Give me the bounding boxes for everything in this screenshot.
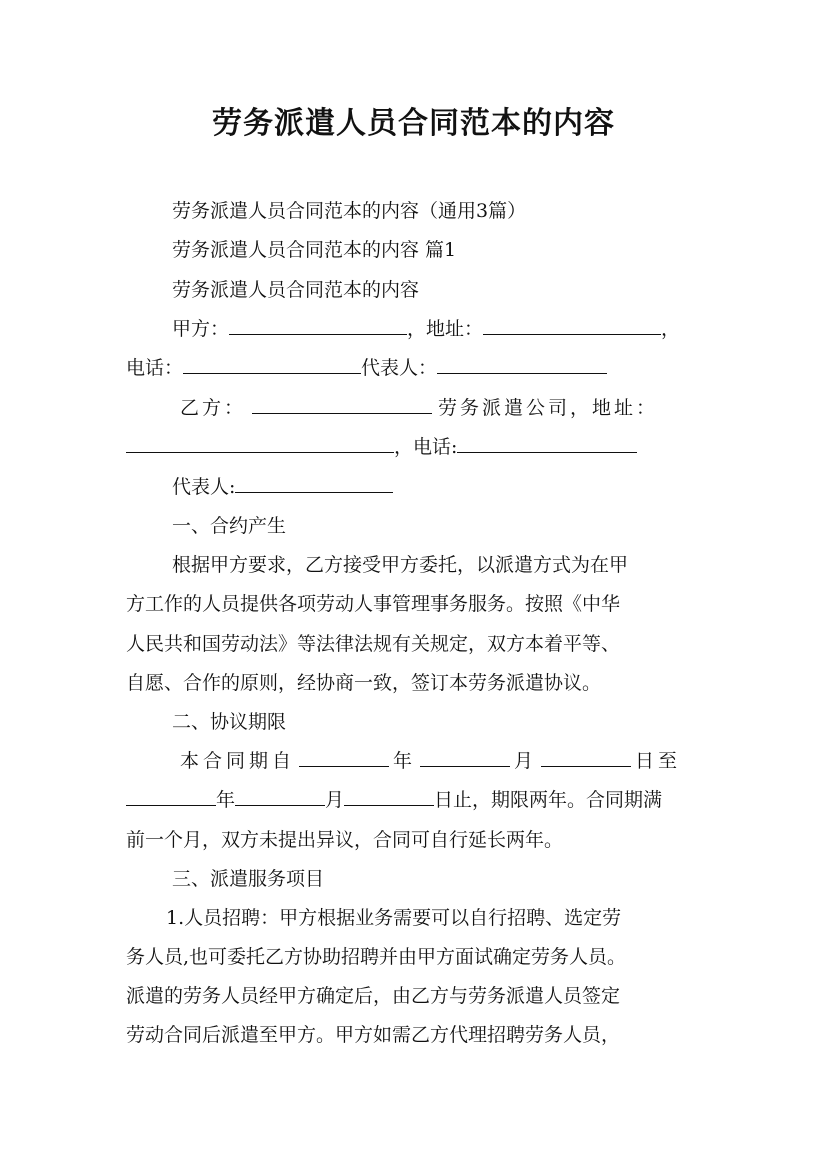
blank-field [457, 434, 637, 453]
document-title: 劳务派遣人员合同范本的内容 [212, 106, 615, 141]
term-end-line [126, 787, 716, 813]
party-b-rep-line [126, 474, 762, 500]
section-heading-1: 劳务派遣人员合同范本的内容 篇1 [172, 239, 457, 261]
paragraph-line: 根据甲方要求，乙方接受甲方委托，以派遣方式为在甲 [172, 554, 629, 576]
party-b-company-label: 劳务派遣公司，地址： [438, 397, 659, 419]
blank-field [344, 787, 434, 806]
party-b-line [180, 395, 690, 421]
blank-field [437, 355, 607, 374]
party-b-phone-line [126, 434, 716, 460]
contract-heading: 劳务派遣人员合同范本的内容 [172, 279, 420, 301]
term-end-text: 日止，期限两年。合同期满 [434, 789, 663, 811]
blank-field [229, 316, 407, 335]
phone-rep-line [126, 355, 716, 381]
blank-field [252, 395, 432, 414]
phone-label: ，电话: [394, 436, 458, 458]
blank-field [126, 434, 394, 453]
blank-field [541, 748, 631, 767]
blank-field [183, 355, 361, 374]
blank-field [126, 787, 216, 806]
section-heading: 一、合约产生 [172, 515, 287, 537]
representative-label: 代表人: [172, 476, 236, 498]
paragraph-line: 方工作的人员提供各项劳动人事管理事务服务。按照《中华 [126, 593, 621, 615]
blank-field [420, 748, 510, 767]
paragraph-line: 自愿、合作的原则，经协商一致，签订本劳务派遣协议。 [126, 672, 602, 694]
subtitle-line: 劳务派遣人员合同范本的内容（通用3篇） [172, 200, 527, 222]
party-a-label: 甲方： [172, 318, 230, 340]
paragraph-line: 1.人员招聘：甲方根据业务需要可以自行招聘、选定劳 [166, 907, 622, 929]
address-label: ，地址： [407, 318, 484, 340]
paragraph-line: 派遣的劳务人员经甲方确定后，由乙方与劳务派遣人员签定 [126, 985, 621, 1007]
paragraph-line: 人民共和国劳动法》等法律法规有关规定，双方本着平等、 [126, 633, 621, 655]
section-heading: 二、协议期限 [172, 711, 287, 733]
phone-label: 电话： [126, 357, 184, 379]
term-start-label: 本合同期自 [180, 750, 296, 772]
paragraph-line: 务人员,也可委托乙方协助招聘并由甲方面试确定劳务人员。 [126, 946, 627, 968]
party-b-label: 乙方： [180, 397, 247, 419]
year-label: 年 [216, 789, 236, 811]
blank-field [299, 748, 389, 767]
term-line [180, 748, 700, 774]
paragraph-line: 前一个月，双方未提出异议，合同可自行延长两年。 [126, 829, 564, 851]
blank-field [483, 316, 661, 335]
year-label: 年 [393, 750, 417, 772]
section-heading: 三、派遣服务项目 [172, 868, 325, 890]
blank-field [235, 474, 393, 493]
paragraph-line: 劳动合同后派遣至甲方。甲方如需乙方代理招聘劳务人员， [126, 1024, 621, 1046]
month-label: 月 [514, 750, 538, 772]
blank-field [235, 787, 325, 806]
comma: ， [661, 318, 681, 340]
representative-label: 代表人： [361, 357, 438, 379]
month-label: 月 [325, 789, 345, 811]
day-to-label: 日至 [635, 750, 682, 772]
party-a-line [172, 316, 716, 342]
